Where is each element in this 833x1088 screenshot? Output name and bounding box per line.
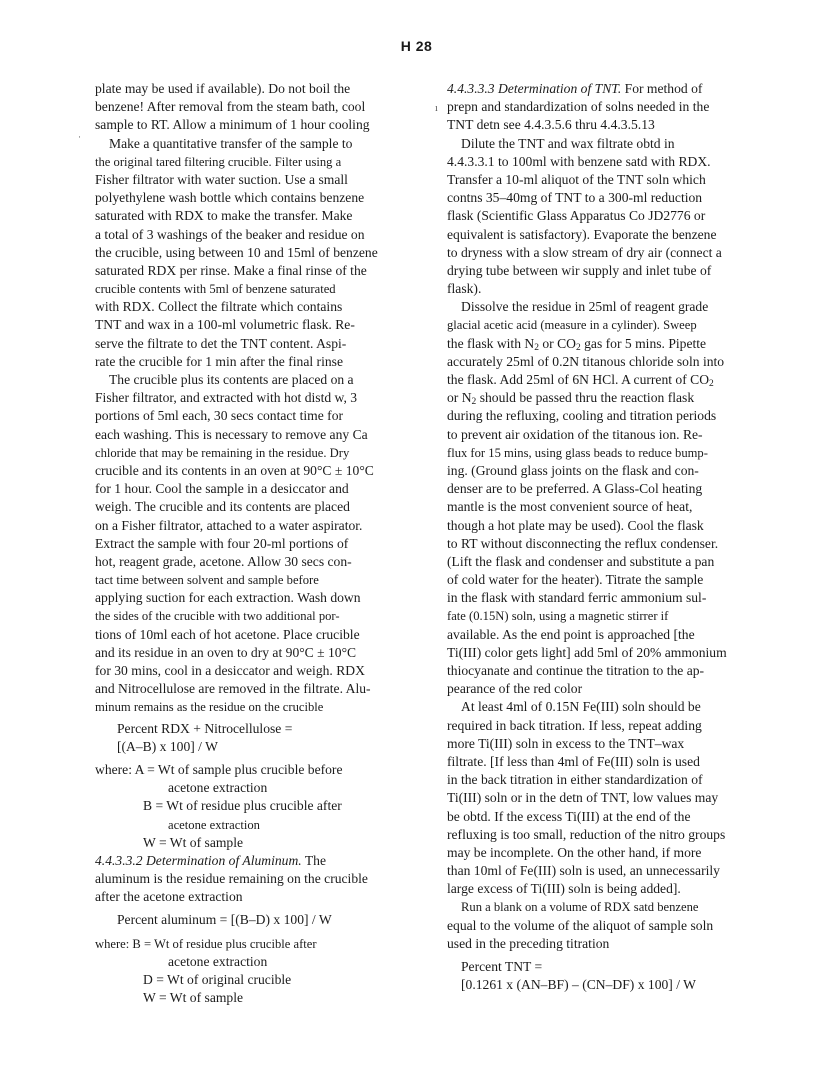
text-line: polyethylene wash bottle which contains benzene <box>95 190 365 206</box>
text-line: glacial acetic acid (measure in a cylinder). Sweep <box>447 318 697 333</box>
page-number-header: H 28 <box>400 38 433 54</box>
where-definition: W = Wt of sample <box>143 990 244 1006</box>
text-line: large excess of Ti(III) soln is being added]. <box>447 881 681 897</box>
text-line: prepn and standardization of solns needed in the <box>447 99 710 115</box>
right-column <box>447 80 772 994</box>
text-line: the flask. Add 25ml of 6N HCl. A current of $CO_2$ <box>447 372 714 389</box>
text-line: TNT and wax in a 100-ml volumetric flask. Re- <box>95 317 355 333</box>
text-line: plate may be used if available). Do not boil the <box>95 81 351 96</box>
text-line: refluxing is too small, reduction of the nitro groups <box>447 826 726 842</box>
where-definition: acetone extraction <box>168 817 260 832</box>
text-line: (Lift the flask and condenser and substitute a pan <box>447 553 715 569</box>
text-line: for 1 hour. Cool the sample in a desiccator and <box>95 481 349 497</box>
section-text: The <box>304 852 326 868</box>
text-line: a total of 3 washings of the beaker and residue on <box>95 226 365 242</box>
text-line: though a hot plate may be used). Cool the flask <box>447 517 704 533</box>
section-text: For method of <box>624 81 703 96</box>
text-line: in the flask with standard ferric ammonium sul- <box>447 590 707 606</box>
text-line: Extract the sample with four 20-ml portions of <box>95 535 349 551</box>
where-definition: where: B = Wt of residue plus crucible after <box>95 936 317 951</box>
text-line: after the acetone extraction <box>95 889 243 905</box>
text-line: Fisher filtrator, and extracted with hot distd w, 3 <box>95 390 358 406</box>
text-line: saturated with RDX to make the transfer. Make <box>95 208 353 224</box>
text-line: used in the preceding titration <box>447 935 610 951</box>
text-line: sample to RT. Allow a minimum of 1 hour cooling <box>95 117 370 133</box>
formula-tnt: Percent TNT = <box>461 959 543 974</box>
where-definition: where: A = Wt of sample plus crucible before <box>95 761 343 777</box>
where-definition: acetone extraction <box>168 953 268 969</box>
paragraph-start: Run a blank on a volume of RDX satd benzene <box>461 900 699 915</box>
text-line: benzene! After removal from the steam bath, cool <box>95 99 366 115</box>
margin-mark: · <box>78 132 81 142</box>
text-line: on a Fisher filtrator, attached to a water aspirator. <box>95 517 363 533</box>
text-line: portions of 5ml each, 30 secs contact time for <box>95 408 344 424</box>
text-line: hot, reagent grade, acetone. Allow 30 secs con- <box>95 553 352 569</box>
where-definition: W = Wt of sample <box>143 834 244 850</box>
text-line: mantle is the most convenient source of heat, <box>447 499 693 515</box>
text-line: accurately 25ml of 0.2N titanous chloride soln into <box>447 353 725 369</box>
text-line: Ti(III) soln or in the detn of TNT, low values may <box>447 790 719 806</box>
text-line: to RT without disconnecting the reflux condenser. <box>447 535 719 551</box>
text-line: the sides of the crucible with two additional por- <box>95 609 340 624</box>
section-heading-aluminum <box>95 852 415 870</box>
text-line: crucible and its contents in an oven at 90°C ± 10°C <box>95 462 374 478</box>
paragraph-start: The crucible plus its contents are placed on a <box>109 372 354 387</box>
section-title: Determination of Aluminum. <box>145 852 302 868</box>
text-line: contns 35–40mg of TNT to a 300-ml reduction <box>447 190 703 206</box>
section-number: 4.4.3.3.3 <box>447 81 495 96</box>
text-line: the flask with $N_2$ or $CO_2$ gas for 5 mins. Pipette <box>447 335 707 353</box>
where-definition: acetone extraction <box>168 780 268 796</box>
text-line: pearance of the red color <box>447 681 583 697</box>
section-title-tnt: TNT. <box>594 81 622 96</box>
text-line: and Nitrocellulose are removed in the filtrate. Alu- <box>95 681 371 697</box>
text-line: tions of 10ml each of hot acetone. Place crucible <box>95 626 360 642</box>
formula-aluminum: Percent aluminum = [(B–D) x 100] / W <box>117 912 332 928</box>
text-line: tact time between solvent and sample before <box>95 573 319 588</box>
text-line: than 10ml of Fe(III) soln is used, an unnecessarily <box>447 863 720 879</box>
formula-rdx-nitrocellulose: Percent RDX + Nitrocellulose = <box>117 720 293 736</box>
text-line: saturated RDX per rinse. Make a final rinse of the <box>95 262 367 278</box>
text-line: drying tube between wir supply and inlet tube of <box>447 262 712 278</box>
text-line: equivalent is satisfactory). Evaporate the benzene <box>447 226 717 242</box>
text-line: for 30 mins, cool in a desiccator and weigh. RDX <box>95 663 365 678</box>
section-number: 4.4.3.3.2 <box>95 852 143 868</box>
text-line: applying suction for each extraction. Wash down <box>95 590 361 606</box>
text-line: aluminum is the residue remaining on the crucible <box>95 871 368 887</box>
text-line: denser are to be preferred. A Glass-Col heating <box>447 481 703 497</box>
text-line: equal to the volume of the aliquot of sample soln <box>447 917 714 933</box>
text-line: thiocyanate and continue the titration to the ap- <box>447 663 705 678</box>
formula-tnt-expression: [0.1261 x (AN–BF) – (CN–DF) x 100] / W <box>461 977 696 993</box>
text-line: Transfer a 10-ml aliquot of the TNT soln which <box>447 171 706 187</box>
text-line: serve the filtrate to det the TNT content. Aspi- <box>95 335 347 351</box>
text-line: minum remains as the residue on the crucible <box>95 700 324 715</box>
text-line: each washing. This is necessary to remove any Ca <box>95 426 368 442</box>
text-line: flux for 15 mins, using glass beads to reduce bump- <box>447 445 708 460</box>
text-line: TNT detn see 4.4.3.5.6 thru 4.4.3.5.13 <box>447 117 655 133</box>
text-line: filtrate. [If less than 4ml of Fe(III) soln is used <box>447 753 700 769</box>
section-title: Determination of <box>497 81 592 96</box>
text-line: rate the crucible for 1 min after the final rinse <box>95 353 343 369</box>
where-definition: D = Wt of original crucible <box>143 972 292 987</box>
text-line: ing. (Ground glass joints on the flask and con- <box>447 462 699 478</box>
text-line: of cold water for the heater). Titrate the sample <box>447 572 704 588</box>
text-line: more Ti(III) soln in excess to the TNT–wax <box>447 735 685 751</box>
text-line: weigh. The crucible and its contents are placed <box>95 499 350 515</box>
text-line: Fisher filtrator with water suction. Use a small <box>95 171 348 187</box>
text-line: flask (Scientific Glass Apparatus Co JD2776 or <box>447 208 706 224</box>
left-column <box>95 80 415 1007</box>
paragraph-start: Dissolve the residue in 25ml of reagent grade <box>461 299 709 315</box>
text-line: 4.4.3.3.1 to 100ml with benzene satd with RDX. <box>447 153 711 169</box>
text-line: to dryness with a slow stream of dry air (connect a <box>447 244 722 260</box>
text-line: and its residue in an oven to dry at 90°C ± 10°C <box>95 644 357 660</box>
paragraph-start: Make a quantitative transfer of the sample to <box>109 135 353 151</box>
margin-mark: ı <box>435 103 438 114</box>
text-line: available. As the end point is approached [the <box>447 626 695 642</box>
paragraph-start: Dilute the TNT and wax filtrate obtd in <box>461 135 675 151</box>
text-line: Ti(III) color gets light] add 5ml of 20% ammonium <box>447 644 727 660</box>
text-line: chloride that may be remaining in the residue. Dry <box>95 445 350 460</box>
text-line: flask). <box>447 281 482 297</box>
text-line: in the back titration in either standardization of <box>447 772 703 788</box>
text-line: crucible contents with 5ml of benzene saturated <box>95 282 336 297</box>
text-line: fate (0.15N) soln, using a magnetic stirrer if <box>447 609 669 624</box>
text-line: the original tared filtering crucible. Filter using a <box>95 154 342 169</box>
where-definition: B = Wt of residue plus crucible after <box>143 798 342 814</box>
text-line: required in back titration. If less, repeat adding <box>447 717 702 733</box>
paragraph-start: At least 4ml of 0.15N Fe(III) soln should be <box>461 699 701 715</box>
text-line: with RDX. Collect the filtrate which contains <box>95 299 343 315</box>
section-heading-tnt <box>447 80 772 98</box>
text-line: during the refluxing, cooling and titration periods <box>447 408 717 424</box>
formula-rdx-nitrocellulose-expression: [(A–B) x 100] / W <box>117 738 218 754</box>
text-line: to prevent air oxidation of the titanous ion. Re- <box>447 426 703 442</box>
text-line: or $N_2$ should be passed thru the reaction flask <box>447 390 695 408</box>
text-line: be obtd. If the excess Ti(III) at the end of the <box>447 808 691 824</box>
text-line: may be incomplete. On the other hand, if more <box>447 844 702 860</box>
text-line: the crucible, using between 10 and 15ml of benzene <box>95 244 378 260</box>
